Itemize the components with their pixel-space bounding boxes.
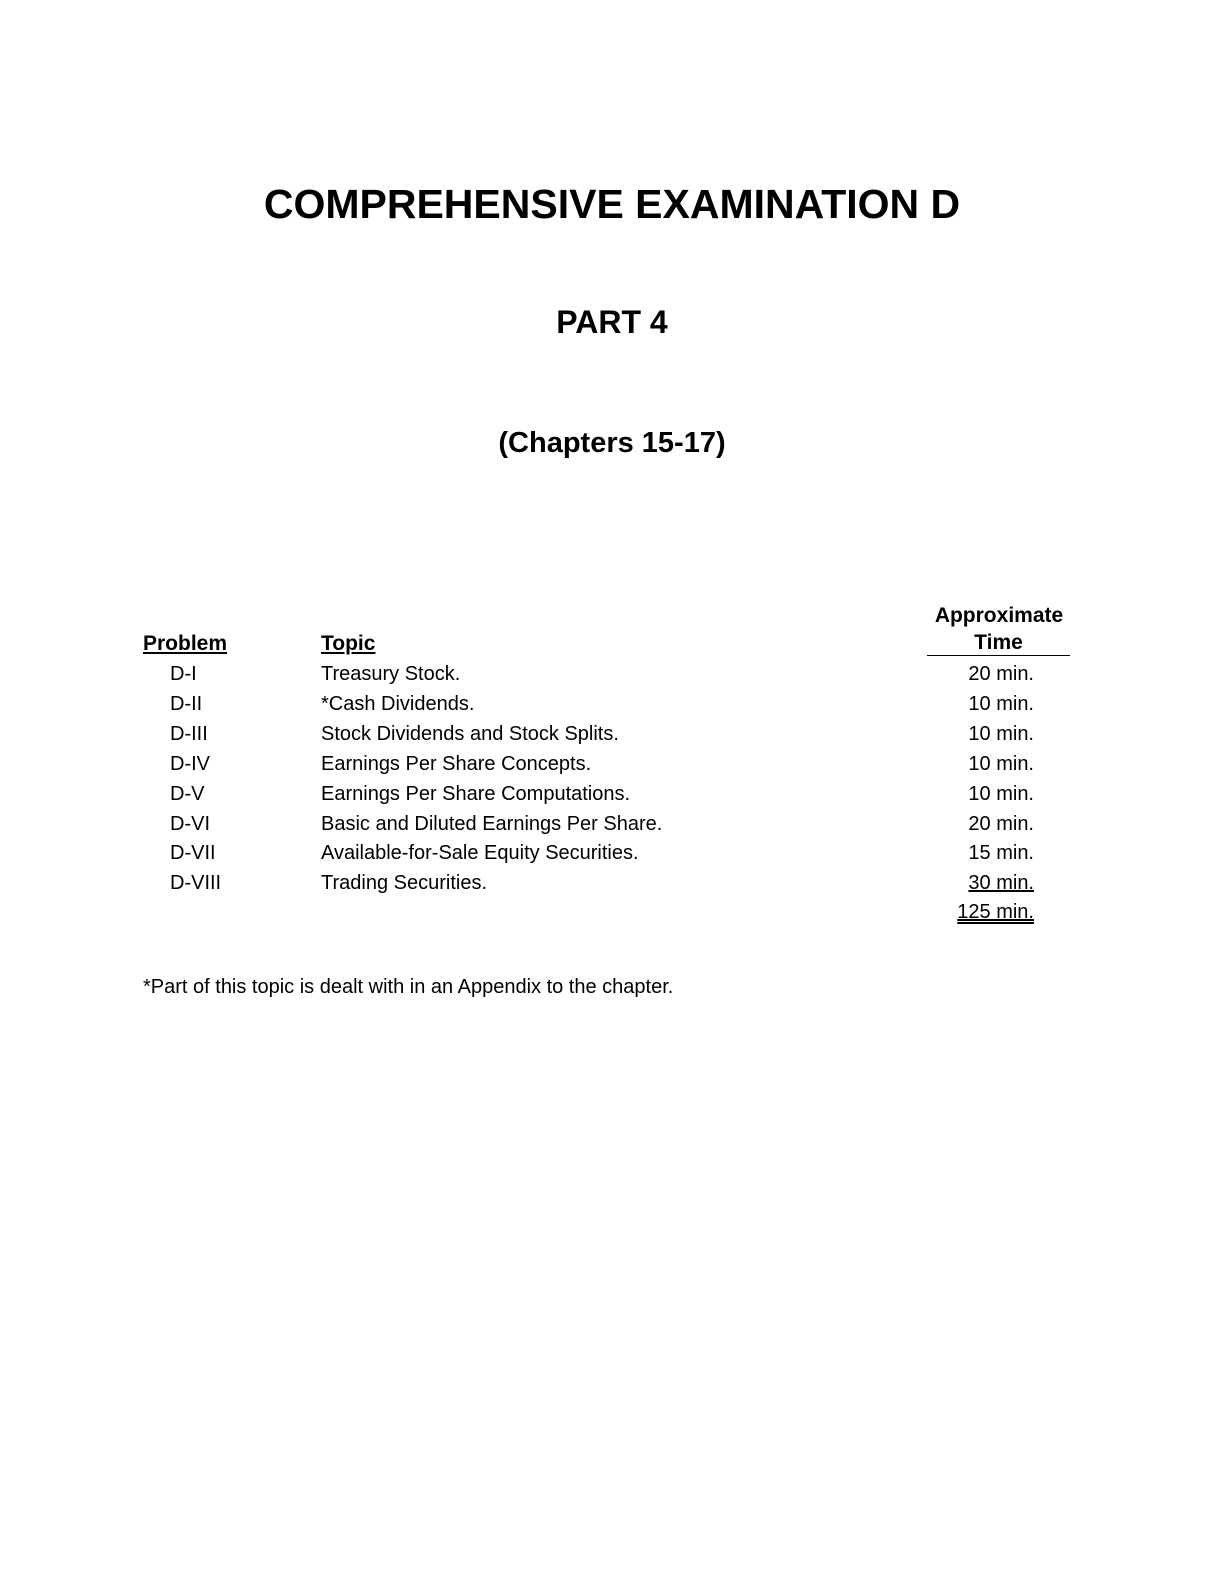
problem-id: D-II	[170, 693, 203, 715]
problem-id: D-VI	[170, 813, 210, 835]
problem-time: 10 min.	[968, 783, 1034, 805]
total-time: 125 min.	[957, 901, 1034, 923]
table-row	[0, 870, 1224, 900]
problem-topic: Basic and Diluted Earnings Per Share.	[321, 813, 663, 835]
problem-id: D-III	[170, 723, 208, 745]
document-title: COMPREHENSIVE EXAMINATION D	[263, 181, 961, 227]
problem-topic: Trading Securities.	[321, 872, 487, 894]
table-row	[0, 661, 1224, 691]
part-title: PART 4	[556, 304, 668, 340]
table-row	[0, 811, 1224, 841]
footnote: *Part of this topic is dealt with in an Appendix to the chapter.	[143, 976, 674, 998]
problem-time: 30 min.	[968, 872, 1034, 894]
problem-id: D-VII	[170, 842, 216, 864]
column-header-problem: Problem	[143, 632, 228, 655]
problem-topic: Stock Dividends and Stock Splits.	[321, 723, 619, 745]
problem-id: D-IV	[170, 753, 210, 775]
problem-topic: Earnings Per Share Concepts.	[321, 753, 592, 775]
table-row	[0, 781, 1224, 811]
problem-time: 15 min.	[968, 842, 1034, 864]
problem-topic: *Cash Dividends.	[321, 693, 475, 715]
problem-time: 20 min.	[968, 813, 1034, 835]
table-row	[0, 721, 1224, 751]
problem-topic: Earnings Per Share Computations.	[321, 783, 631, 805]
table-row	[0, 691, 1224, 721]
problem-time: 20 min.	[968, 663, 1034, 685]
chapters-subtitle: (Chapters 15-17)	[498, 427, 726, 459]
problem-topic: Available-for-Sale Equity Securities.	[321, 842, 639, 864]
problem-id: D-V	[170, 783, 205, 805]
problem-topic: Treasury Stock.	[321, 663, 461, 685]
column-header-time: Time	[927, 631, 1070, 656]
table-row	[0, 840, 1224, 870]
problem-time: 10 min.	[968, 693, 1034, 715]
problem-time: 10 min.	[968, 723, 1034, 745]
problem-id: D-VIII	[170, 872, 222, 894]
problem-id: D-I	[170, 663, 197, 685]
table-row	[0, 751, 1224, 781]
problem-time: 10 min.	[968, 753, 1034, 775]
column-header-approximate: Approximate	[934, 604, 1064, 627]
column-header-topic: Topic	[321, 632, 376, 655]
